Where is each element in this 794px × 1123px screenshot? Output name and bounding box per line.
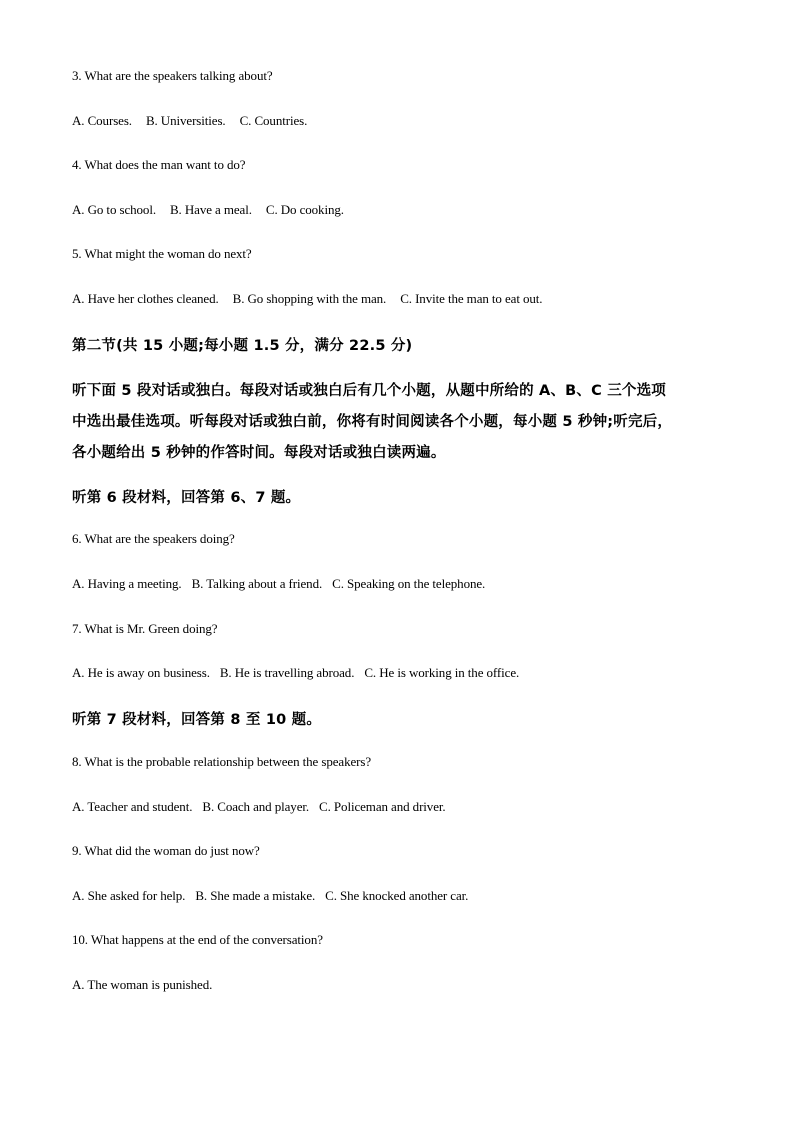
option-a: A. Having a meeting. xyxy=(72,576,182,591)
instructions-line-2: 中选出最佳选项。听每段对话或独白前，你将有时间阅读各个小题，每小题 5 秒钟;听完后， xyxy=(72,414,673,430)
question-6-options xyxy=(72,576,485,592)
section-heading: 第二节(共 15 小题;每小题 1.5 分，满分 22.5 分) xyxy=(72,338,413,354)
question-5-options xyxy=(72,291,542,307)
option-a: A. Teacher and student. xyxy=(72,799,193,814)
question-10: 10. What happens at the end of the conversation? xyxy=(72,932,323,947)
option-c: C. She knocked another car. xyxy=(325,888,469,903)
option-c: C. Speaking on the telephone. xyxy=(332,576,486,591)
material-7-heading: 听第 7 段材料，回答第 8 至 10 题。 xyxy=(72,712,322,728)
question-6: 6. What are the speakers doing? xyxy=(72,531,235,546)
option-c: C. Countries. xyxy=(239,113,308,128)
question-5: 5. What might the woman do next? xyxy=(72,246,252,261)
option-b: B. He is travelling abroad. xyxy=(219,665,355,680)
option-a: A. He is away on business. xyxy=(72,665,210,680)
question-3: 3. What are the speakers talking about? xyxy=(72,68,273,83)
option-a: A. Have her clothes cleaned. xyxy=(72,291,219,306)
question-10-options xyxy=(72,977,212,993)
question-3-options xyxy=(72,113,307,129)
question-7-options xyxy=(72,665,519,681)
option-c: C. Invite the man to eat out. xyxy=(400,291,543,306)
option-a: A. She asked for help. xyxy=(72,888,186,903)
question-8-options xyxy=(72,799,446,815)
option-a: A. The woman is punished. xyxy=(72,977,213,992)
option-b: B. Coach and player. xyxy=(202,799,310,814)
question-4: 4. What does the man want to do? xyxy=(72,157,246,172)
instructions-line-3: 各小题给出 5 秒钟的作答时间。每段对话或独白读两遍。 xyxy=(72,445,446,461)
option-a: A. Go to school. xyxy=(72,202,156,217)
option-b: B. Talking about a friend. xyxy=(191,576,323,591)
material-6-heading: 听第 6 段材料，回答第 6、7 题。 xyxy=(72,490,301,506)
option-b: B. Have a meal. xyxy=(169,202,252,217)
option-c: C. Policeman and driver. xyxy=(319,799,446,814)
option-b: B. She made a mistake. xyxy=(195,888,316,903)
option-c: C. Do cooking. xyxy=(265,202,344,217)
instructions-line-1: 听下面 5 段对话或独白。每段对话或独白后有几个小题，从题中所给的 A、B、C 三个选项 xyxy=(72,383,666,399)
question-9: 9. What did the woman do just now? xyxy=(72,843,260,858)
option-b: B. Go shopping with the man. xyxy=(232,291,387,306)
question-7: 7. What is Mr. Green doing? xyxy=(72,621,218,636)
question-8: 8. What is the probable relationship between the speakers? xyxy=(72,754,371,769)
option-b: B. Universities. xyxy=(145,113,226,128)
option-c: C. He is working in the office. xyxy=(364,665,520,680)
option-a: A. Courses. xyxy=(72,113,132,128)
question-9-options xyxy=(72,888,468,904)
question-4-options xyxy=(72,202,344,218)
